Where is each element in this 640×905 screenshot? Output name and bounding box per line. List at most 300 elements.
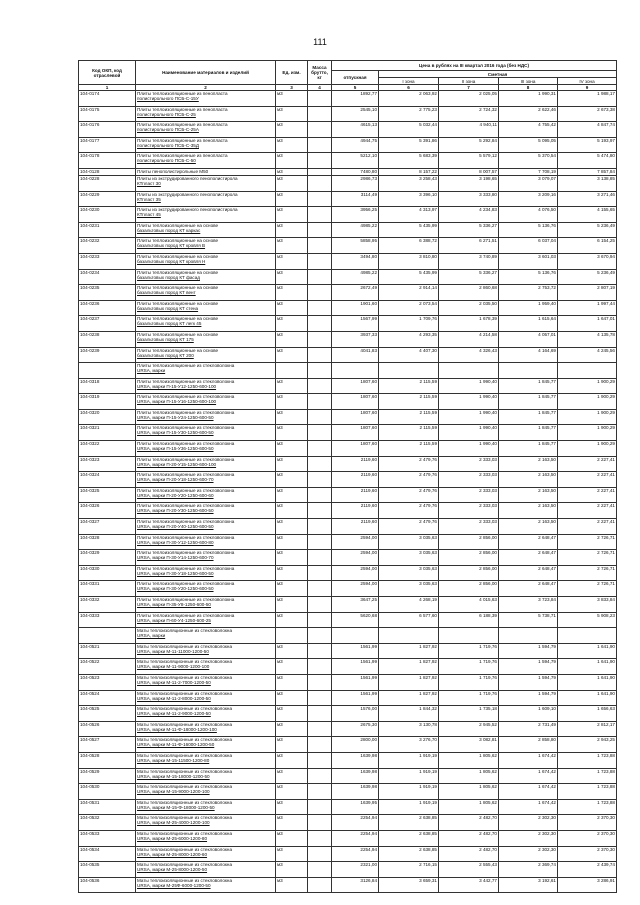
row-code: 104-0229 [79, 191, 136, 207]
row-name-line-1: Маты теплоизоляционные из стекловолокна [137, 706, 233, 712]
row-price-zone-4: 7 857,84 [558, 168, 617, 175]
table-row [79, 846, 617, 862]
row-price-otpusk: 2254,94 [332, 846, 379, 862]
row-price-zone-4: 1 656,63 [558, 706, 617, 722]
row-price-zone-4: 5 236,49 [558, 269, 617, 285]
row-price-zone-4: 4 847,74 [558, 122, 617, 138]
row-name-line-1: Плиты теплоизоляционные из стекловолокна [137, 565, 235, 571]
row-price-zone-2: 4 214,58 [439, 331, 499, 347]
table-row [79, 316, 617, 332]
row-unit: м3 [276, 503, 308, 519]
row-price-zone-4: 4 135,78 [558, 331, 617, 347]
row-name-line-1: Плиты теплоизоляционные на основе [137, 253, 219, 259]
row-name [136, 363, 276, 379]
row-price-otpusk: 1561,99 [332, 643, 379, 659]
row-price-zone-3: 3 209,16 [499, 191, 558, 207]
row-unit: м3 [276, 768, 308, 784]
row-code: 104-0328 [79, 534, 136, 550]
table-row [79, 91, 617, 107]
row-price-zone-2: 1 719,76 [439, 690, 499, 706]
row-name-line-1: Плиты теплоизоляционные на основе [137, 222, 219, 228]
row-price-otpusk: 2800,00 [332, 737, 379, 753]
row-price-zone-3: 2 648,47 [499, 565, 558, 581]
row-price-zone-1: 1 827,92 [379, 659, 439, 675]
row-price-zone-2: 1 805,62 [439, 752, 499, 768]
row-price-zone-1: 1 919,19 [379, 768, 439, 784]
row-price-zone-3: 1 594,79 [499, 659, 558, 675]
row-name [136, 456, 276, 472]
row-name [136, 91, 276, 107]
row-name [136, 737, 276, 753]
row-mass [308, 175, 332, 191]
row-price-otpusk: 1561,99 [332, 674, 379, 690]
table-row [79, 238, 617, 254]
row-price-zone-4: 2 726,71 [558, 581, 617, 597]
row-code: 104-0239 [79, 347, 136, 363]
row-price-zone-4: 6 154,25 [558, 238, 617, 254]
row-code: 104-0238 [79, 331, 136, 347]
row-price-zone-3: 1 674,42 [499, 752, 558, 768]
row-price-zone-1 [379, 628, 439, 644]
table-row [79, 441, 617, 457]
row-price-zone-2: 1 990,40 [439, 441, 499, 457]
row-name-line-2: URSA, марки М-15-18000-1200-50 [137, 773, 210, 779]
row-unit: м3 [276, 534, 308, 550]
row-price-zone-3: 2 622,46 [499, 106, 558, 122]
row-price-zone-3: 1 594,79 [499, 674, 558, 690]
table-row [79, 269, 617, 285]
row-code: 104-0531 [79, 799, 136, 815]
row-name-line-1: Маты теплоизоляционные из стекловолокна [137, 846, 233, 852]
row-price-zone-4: 1 900,29 [558, 378, 617, 394]
row-unit: м3 [276, 191, 308, 207]
row-mass [308, 643, 332, 659]
row-price-zone-4: 1 900,29 [558, 425, 617, 441]
row-name-line-1: Плиты теплоизоляционные из стекловолокна [137, 472, 235, 478]
row-mass [308, 441, 332, 457]
row-code: 104-0521 [79, 643, 136, 659]
row-price-zone-4: 5 474,80 [558, 153, 617, 169]
row-price-zone-1: 2 063,92 [379, 91, 439, 107]
row-unit: м3 [276, 238, 308, 254]
row-mass [308, 752, 332, 768]
row-price-otpusk: 2594,00 [332, 534, 379, 550]
row-price-otpusk: 2986,73 [332, 175, 379, 191]
row-price-zone-1: 3 276,70 [379, 737, 439, 753]
row-name-line-2: URSA, марки П-15-У24-1250-600-50 [137, 414, 214, 420]
row-code: 104-0528 [79, 752, 136, 768]
header-price-title: Цена в рублях на III квартал 2016 года (без НДС) [332, 61, 617, 71]
row-price-zone-4: 2 673,38 [558, 106, 617, 122]
row-price-otpusk [332, 363, 379, 379]
row-price-zone-2: 6 271,51 [439, 238, 499, 254]
row-unit: м3 [276, 394, 308, 410]
row-code: 104-0331 [79, 581, 136, 597]
table-row [79, 409, 617, 425]
table-row [79, 550, 617, 566]
row-unit [276, 363, 308, 379]
row-code: 104-0525 [79, 706, 136, 722]
header-unit: Ед. изм. [276, 61, 308, 85]
row-unit: м3 [276, 846, 308, 862]
header-zone-1: I зона [379, 78, 439, 85]
row-price-zone-1: 3 130,78 [379, 721, 439, 737]
row-mass [308, 238, 332, 254]
colnum-8: 8 [499, 85, 558, 91]
table-row [79, 122, 617, 138]
row-price-zone-4: 2 812,17 [558, 721, 617, 737]
row-unit: м3 [276, 253, 308, 269]
colnum-2: 2 [136, 85, 276, 91]
row-name-line-1: Плиты теплоизоляционные из пенопласта [137, 137, 228, 143]
row-price-zone-1: 6 577,60 [379, 612, 439, 628]
row-price-otpusk: 1576,00 [332, 706, 379, 722]
price-table-container [78, 60, 616, 893]
row-name-line-1: Плиты теплоизоляционные из пенопласта [137, 106, 228, 112]
row-mass [308, 191, 332, 207]
row-name [136, 768, 276, 784]
row-price-zone-2: 2 482,70 [439, 815, 499, 831]
row-name [136, 752, 276, 768]
row-name-line-2: базальтовых пород КТ стена [137, 305, 199, 311]
table-row [79, 565, 617, 581]
row-unit: м3 [276, 815, 308, 831]
row-name-line-1: Плиты теплоизоляционные на основе [137, 347, 219, 353]
row-name-line-1: Маты теплоизоляционные из стекловолокна [137, 752, 233, 758]
row-unit: м3 [276, 784, 308, 800]
row-price-zone-1: 1 919,19 [379, 784, 439, 800]
table-row [79, 752, 617, 768]
row-price-zone-4: 1 900,29 [558, 409, 617, 425]
row-name [136, 487, 276, 503]
row-code: 104-0333 [79, 612, 136, 628]
row-name-line-1: Плиты теплоизоляционные из стекловолокна [137, 597, 235, 602]
row-price-zone-1: 5 435,99 [379, 222, 439, 238]
row-price-zone-1: 2 115,59 [379, 409, 439, 425]
table-row [79, 815, 617, 831]
row-price-zone-4: 1 900,29 [558, 441, 617, 457]
table-row [79, 153, 617, 169]
row-name-line-1: Маты теплоизоляционные из стекловолокна [137, 830, 233, 836]
row-price-zone-2: 3 740,89 [439, 253, 499, 269]
row-code: 104-0524 [79, 690, 136, 706]
row-price-zone-2: 2 333,03 [439, 487, 499, 503]
row-mass [308, 628, 332, 644]
row-price-otpusk: 2119,60 [332, 487, 379, 503]
row-name-line-2: URSA, марки М-25-6000-1200-80 [137, 835, 208, 841]
row-price-zone-2: 3 333,80 [439, 191, 499, 207]
row-code: 104-0233 [79, 253, 136, 269]
row-price-zone-1: 4 313,97 [379, 207, 439, 223]
row-unit: м3 [276, 487, 308, 503]
row-name-line-2: базальтовых пород КТ кровля Н [137, 258, 206, 264]
row-price-zone-1: 3 035,63 [379, 565, 439, 581]
row-name-line-2: КТпласт 45 [137, 212, 161, 218]
row-name [136, 347, 276, 363]
table-row [79, 674, 617, 690]
row-price-zone-1: 6 388,72 [379, 238, 439, 254]
row-code: 104-0237 [79, 316, 136, 332]
row-unit: м3 [276, 222, 308, 238]
row-unit: м3 [276, 690, 308, 706]
row-price-zone-1: 1 919,19 [379, 799, 439, 815]
row-price-otpusk: 2119,60 [332, 519, 379, 535]
row-name-line-2: URSA, марки П-30-У12-1250-600-80 [137, 539, 214, 545]
row-name [136, 207, 276, 223]
row-mass [308, 815, 332, 831]
row-name-line-1: Плиты теплоизоляционные на основе [137, 269, 219, 275]
row-price-zone-3 [499, 363, 558, 379]
row-price-zone-1: 2 638,85 [379, 830, 439, 846]
row-price-zone-2: 5 336,27 [439, 222, 499, 238]
row-name-line-1: Плиты теплоизоляционные из стекловолокна [137, 487, 235, 493]
row-code: 104-0332 [79, 597, 136, 613]
table-row [79, 659, 617, 675]
row-unit: м3 [276, 122, 308, 138]
row-name [136, 690, 276, 706]
row-price-otpusk: 2119,60 [332, 456, 379, 472]
row-price-otpusk: 1639,98 [332, 784, 379, 800]
row-price-zone-1: 2 479,76 [379, 472, 439, 488]
row-price-zone-3: 2 369,74 [499, 862, 558, 878]
row-price-otpusk: 2254,94 [332, 815, 379, 831]
row-name-line-2: URSA, марки П-30-У20-1250-600-50 [137, 586, 214, 592]
row-unit: м3 [276, 409, 308, 425]
row-name-line-1: Маты теплоизоляционные из стекловолокна [137, 784, 233, 790]
row-name [136, 674, 276, 690]
row-name-line-2: базальтовых пород КТ вент [137, 290, 196, 296]
row-code: 104-0321 [79, 425, 136, 441]
row-name [136, 394, 276, 410]
row-price-zone-1: 2 115,59 [379, 378, 439, 394]
row-price-zone-2: 1 678,39 [439, 316, 499, 332]
row-price-zone-4: 1 641,90 [558, 659, 617, 675]
row-mass [308, 153, 332, 169]
row-code: 104-0535 [79, 862, 136, 878]
row-name-line-2: полистирольного ПСБ-С-15У [137, 96, 199, 101]
row-name [136, 253, 276, 269]
row-name [136, 534, 276, 550]
row-price-zone-3: 2 648,47 [499, 550, 558, 566]
row-price-zone-1: 1 827,92 [379, 690, 439, 706]
row-price-otpusk: 4985,22 [332, 269, 379, 285]
row-price-zone-3: 2 163,50 [499, 472, 558, 488]
row-code [79, 363, 136, 379]
row-price-zone-3: 5 136,76 [499, 269, 558, 285]
row-price-zone-1: 3 810,80 [379, 253, 439, 269]
row-unit: м3 [276, 316, 308, 332]
row-price-zone-2: 5 336,27 [439, 269, 499, 285]
table-row [79, 830, 617, 846]
row-name-line-2: URSA, марки М-15-11500-1200-80 [137, 757, 210, 763]
table-row [79, 487, 617, 503]
row-name [136, 628, 276, 644]
row-mass [308, 472, 332, 488]
row-price-otpusk: 1807,60 [332, 441, 379, 457]
row-price-zone-3: 4 755,42 [499, 122, 558, 138]
row-name-line-1: Маты теплоизоляционные из стекловолокна [137, 768, 233, 774]
row-name-line-1: Плиты теплоизоляционные на основе [137, 316, 219, 322]
row-name-line-2: URSA, марки М-15-9000-1200-100 [137, 789, 210, 795]
row-price-zone-4: 2 439,74 [558, 862, 617, 878]
row-mass [308, 300, 332, 316]
row-name-line-2: КТпласт 30 [137, 180, 161, 186]
row-price-zone-2: 6 188,39 [439, 612, 499, 628]
colnum-7: 7 [439, 85, 499, 91]
row-price-zone-4: 2 726,71 [558, 534, 617, 550]
row-code: 104-0527 [79, 737, 136, 753]
table-row [79, 784, 617, 800]
table-row [79, 331, 617, 347]
row-mass [308, 378, 332, 394]
row-price-zone-4: 2 726,71 [558, 565, 617, 581]
row-name [136, 122, 276, 138]
row-name-line-2: URSA, марки П-15-У36-1250-600-50 [137, 446, 214, 452]
row-name-line-2: базальтовых пород КТ кровля В [137, 243, 206, 249]
row-name-line-1: Маты теплоизоляционные из стекловолокна [137, 643, 233, 649]
row-price-zone-4: 2 726,71 [558, 550, 617, 566]
row-price-zone-2: 1 735,18 [439, 706, 499, 722]
row-price-zone-4: 5 908,23 [558, 612, 617, 628]
row-price-zone-1: 3 035,63 [379, 550, 439, 566]
row-mass [308, 877, 332, 893]
row-price-zone-1: 5 435,99 [379, 269, 439, 285]
row-price-zone-2: 1 719,76 [439, 643, 499, 659]
row-price-zone-1 [379, 363, 439, 379]
header-otpusk: отпускная [332, 71, 379, 85]
row-price-zone-2: 2 856,00 [439, 550, 499, 566]
row-price-otpusk: 1567,99 [332, 316, 379, 332]
row-name-line-2: URSA, марки П-30-У18-1250-600-50 [137, 570, 214, 576]
row-price-zone-3: 3 079,07 [499, 175, 558, 191]
row-price-zone-2: 5 579,12 [439, 153, 499, 169]
row-price-zone-3 [499, 628, 558, 644]
row-name-line-1: Плиты теплоизоляционные на основе [137, 300, 219, 306]
row-price-otpusk: 1561,99 [332, 659, 379, 675]
row-mass [308, 784, 332, 800]
row-price-otpusk: 4041,83 [332, 347, 379, 363]
row-price-zone-2: 1 719,76 [439, 659, 499, 675]
row-name [136, 269, 276, 285]
row-price-zone-4: 2 227,41 [558, 456, 617, 472]
row-price-zone-1: 2 638,85 [379, 846, 439, 862]
row-price-zone-1: 3 659,31 [379, 877, 439, 893]
colnum-4: 4 [308, 85, 332, 91]
row-name-line-2: базальтовых пород КТ легк 45 [137, 321, 202, 327]
row-name [136, 799, 276, 815]
row-code [79, 628, 136, 644]
table-row [79, 643, 617, 659]
row-name [136, 153, 276, 169]
row-price-otpusk: 5858,95 [332, 238, 379, 254]
row-code: 104-0319 [79, 394, 136, 410]
row-code: 104-0534 [79, 846, 136, 862]
row-name-line-2: URSA, марки П-20-У40-1250-600-50 [137, 524, 214, 530]
row-unit: м3 [276, 721, 308, 737]
row-price-zone-3: 5 738,71 [499, 612, 558, 628]
row-name-line-1: Плиты теплоизоляционные из стекловолокна [137, 503, 235, 509]
row-name [136, 472, 276, 488]
row-price-zone-1: 1 709,76 [379, 316, 439, 332]
row-name-line-1: Плиты теплоизоляционные из стекловолокна [137, 612, 235, 618]
row-price-zone-3: 1 845,77 [499, 409, 558, 425]
row-price-zone-3: 2 753,72 [499, 285, 558, 301]
row-price-zone-4: 2 227,41 [558, 503, 617, 519]
row-name [136, 137, 276, 153]
row-code: 104-0536 [79, 877, 136, 893]
row-unit: м3 [276, 674, 308, 690]
row-mass [308, 122, 332, 138]
row-price-zone-4: 4 155,65 [558, 207, 617, 223]
row-unit: м3 [276, 153, 308, 169]
row-price-zone-3: 1 615,64 [499, 316, 558, 332]
row-price-zone-2: 2 333,03 [439, 472, 499, 488]
row-name-line-2: URSA, марки П-15-У16-1250-600-100 [137, 399, 217, 405]
row-unit: м3 [276, 799, 308, 815]
row-price-zone-3: 2 163,50 [499, 503, 558, 519]
row-code: 104-0533 [79, 830, 136, 846]
row-price-zone-1: 2 115,59 [379, 425, 439, 441]
table-row [79, 862, 617, 878]
row-price-otpusk: 1901,60 [332, 300, 379, 316]
row-name-line-1: Маты теплоизоляционные из стекловолокна [137, 877, 233, 883]
row-code: 104-0530 [79, 784, 136, 800]
row-price-zone-3: 2 648,47 [499, 534, 558, 550]
row-price-otpusk: 1807,60 [332, 378, 379, 394]
row-name [136, 316, 276, 332]
row-name-line-1: Плиты теплоизоляционные из стекловолокна [137, 550, 235, 556]
row-unit: м3 [276, 207, 308, 223]
row-code: 104-0532 [79, 815, 136, 831]
row-name-line-1: Маты теплоизоляционные из стекловолокна [137, 690, 233, 696]
row-price-zone-1: 4 293,35 [379, 331, 439, 347]
row-name-line-1: Маты теплоизоляционные из стекловолокна [137, 721, 233, 727]
group-heading-row [79, 628, 617, 644]
row-price-zone-4: 2 227,41 [558, 472, 617, 488]
row-price-zone-4: 1 723,88 [558, 784, 617, 800]
row-price-zone-4: 2 943,25 [558, 737, 617, 753]
table-row [79, 425, 617, 441]
header-mass: Масса брутто, кг [308, 61, 332, 85]
row-price-zone-2 [439, 363, 499, 379]
row-code: 104-0326 [79, 503, 136, 519]
row-mass [308, 409, 332, 425]
row-price-zone-2: 1 990,40 [439, 409, 499, 425]
row-name-line-1: Плиты теплоизоляционные из стекловолокна [137, 441, 235, 447]
row-code: 104-0234 [79, 269, 136, 285]
row-price-zone-3: 5 136,76 [499, 222, 558, 238]
row-unit: м3 [276, 737, 308, 753]
row-price-zone-1: 2 479,76 [379, 487, 439, 503]
row-price-zone-2: 2 333,03 [439, 456, 499, 472]
row-price-zone-2: 4 015,63 [439, 597, 499, 613]
row-price-zone-4: 1 988,17 [558, 91, 617, 107]
row-price-zone-1: 1 919,19 [379, 752, 439, 768]
row-unit: м3 [276, 425, 308, 441]
row-price-zone-4: 1 723,88 [558, 768, 617, 784]
row-price-otpusk: 2675,30 [332, 721, 379, 737]
row-mass [308, 503, 332, 519]
row-price-otpusk: 2119,60 [332, 503, 379, 519]
row-name-line-2: URSA, марки М-25-4000-1200-100 [137, 820, 210, 826]
row-name-line-2: КТпласт 35 [137, 196, 161, 202]
row-price-zone-4 [558, 363, 617, 379]
row-price-zone-3: 1 674,42 [499, 784, 558, 800]
row-mass [308, 581, 332, 597]
row-mass [308, 331, 332, 347]
row-price-otpusk: 2594,00 [332, 550, 379, 566]
row-price-zone-3: 2 302,30 [499, 846, 558, 862]
